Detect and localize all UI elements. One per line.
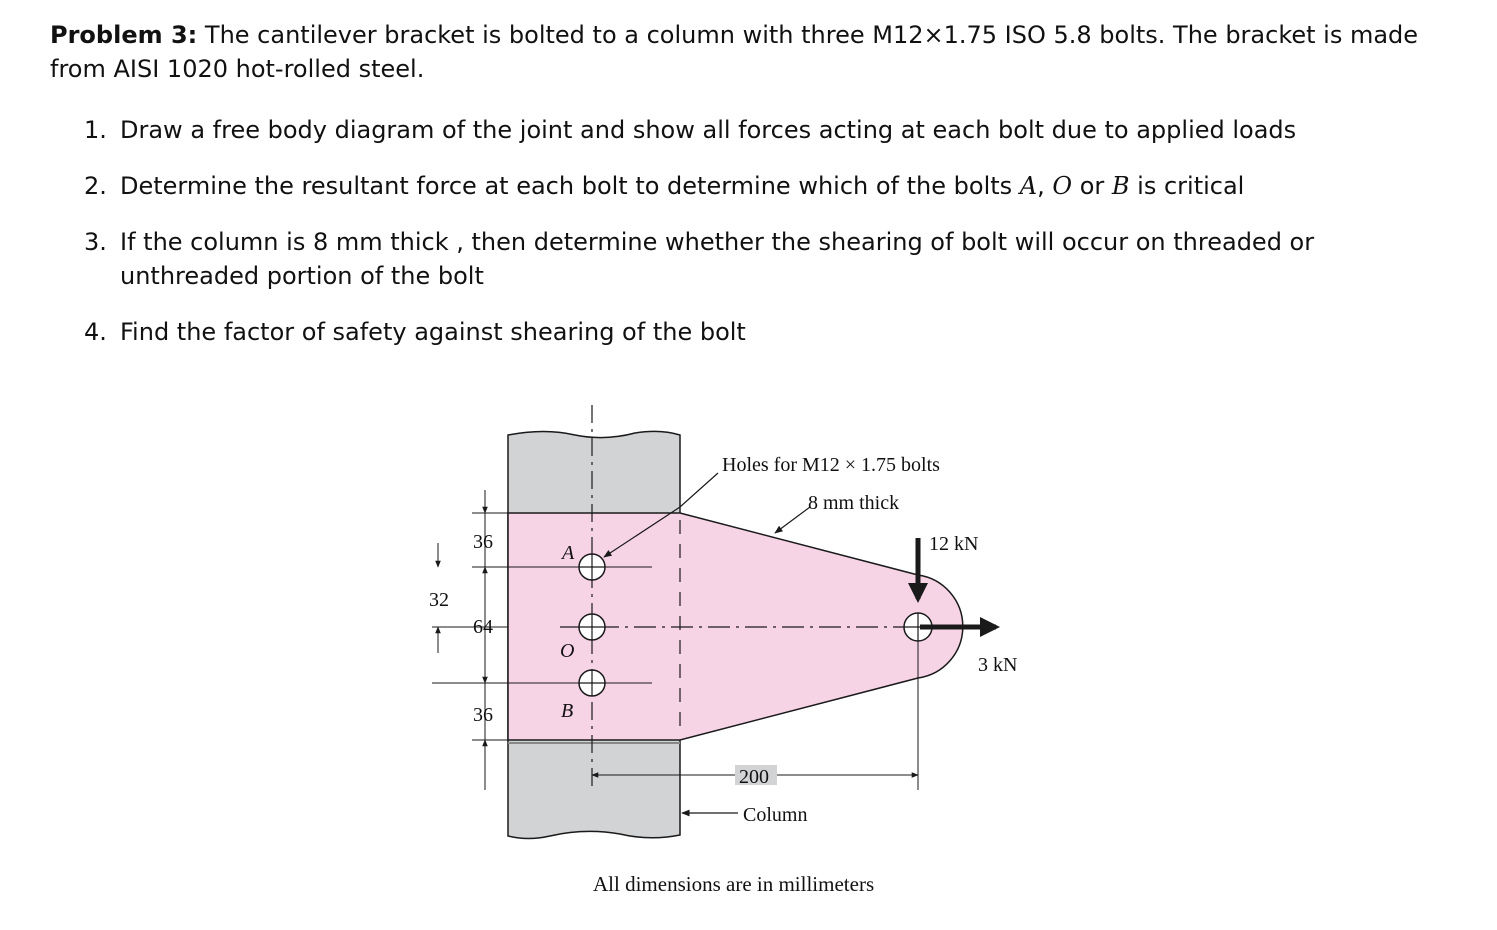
task-text-part: is critical	[1129, 172, 1245, 200]
load-3kn-label: 3 kN	[978, 654, 1018, 676]
task-number: 1.	[84, 116, 107, 144]
task-text: Draw a free body diagram of the joint and show all forces acting at each bolt due to applied loads	[120, 116, 1297, 144]
bolt-b-symbol: B	[1111, 172, 1130, 200]
column-label: Column	[743, 804, 808, 826]
figure-caption: All dimensions are in millimeters	[593, 872, 875, 896]
thickness-label: 8 mm thick	[808, 492, 900, 514]
dim-200-label: 200	[739, 766, 769, 788]
task-item	[84, 315, 1454, 349]
task-number: 3.	[84, 228, 107, 256]
dim-top-label: 36	[473, 531, 493, 553]
task-number: 4.	[84, 318, 107, 346]
bolt-b-hole	[579, 670, 605, 696]
task-list	[84, 113, 1454, 371]
bolt-a-symbol: A	[1019, 172, 1038, 200]
task-text-separator: or	[1072, 172, 1112, 200]
load-12kn-label: 12 kN	[929, 533, 979, 555]
bolt-o-symbol: O	[1052, 172, 1073, 200]
bolt-o-hole	[579, 614, 605, 640]
bolt-o-label: O	[560, 640, 575, 662]
problem-label: Problem 3:	[50, 21, 198, 49]
task-text: If the column is 8 mm thick , then determine whether the shearing of bolt will occur on threaded or unthreaded portion of the bolt	[120, 228, 1315, 290]
task-text: Find the factor of safety against shearing of the bolt	[120, 318, 746, 346]
bracket-figure	[400, 395, 1060, 915]
task-text-part: Determine the resultant force at each bolt to determine which of the bolts	[120, 172, 1020, 200]
problem-statement	[50, 18, 1450, 86]
task-item	[84, 225, 1454, 293]
task-item	[84, 169, 1454, 203]
holes-label: Holes for M12 × 1.75 bolts	[722, 454, 940, 476]
task-item	[84, 113, 1454, 147]
thickness-leader-line	[775, 507, 810, 533]
task-text	[120, 169, 1454, 203]
dim-bottom-label: 36	[473, 704, 493, 726]
bolt-a-hole	[579, 554, 605, 580]
bolt-b-label: B	[561, 700, 574, 722]
task-text-separator: ,	[1037, 172, 1053, 200]
dim-left-label: 32	[429, 589, 449, 611]
bracket-diagram	[400, 395, 1060, 915]
task-number: 2.	[84, 172, 107, 200]
bolt-a-label: A	[562, 542, 575, 564]
problem-text: The cantilever bracket is bolted to a column with three M12×1.75 ISO 5.8 bolts. The bracket is made from AISI 1020 hot-rolled steel.	[50, 21, 1419, 83]
dim-middle-label: 64	[473, 616, 493, 638]
